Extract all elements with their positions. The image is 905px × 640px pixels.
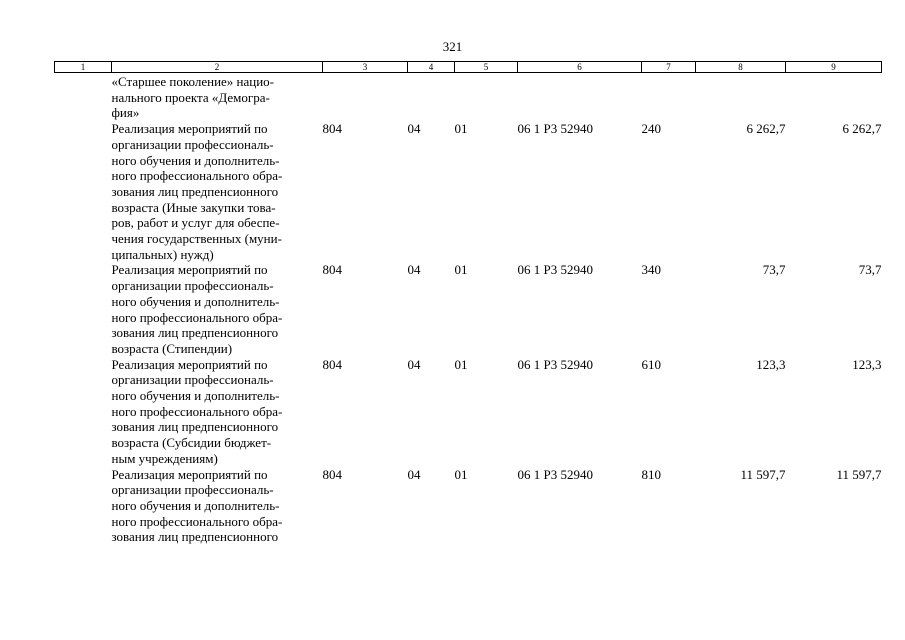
column-number-row [55, 62, 882, 73]
description-line: Реализация мероприятий по [111, 262, 268, 278]
cell-amount-col8: 11 597,7 [740, 466, 786, 482]
cell-expense-type: 340 [641, 262, 661, 278]
cell-expense-type [642, 73, 696, 122]
cell-description [112, 262, 323, 356]
cell-amount-col8 [696, 73, 786, 122]
description-line: ров, работ и услуг для обеспе- [111, 215, 280, 231]
column-header-3: 3 [323, 62, 408, 73]
cell-ministry-code: 804 [322, 466, 342, 482]
cell-target-article: 06 1 P3 52940 [517, 262, 593, 278]
cell-section: 04 [407, 356, 421, 372]
cell-column-1 [55, 121, 112, 262]
description-line: ципальных) нужд) [111, 246, 214, 262]
table-row [55, 262, 882, 356]
description-line: возраста (Иные закупки това- [111, 199, 276, 215]
cell-subsection [455, 73, 518, 122]
cell-section: 04 [407, 262, 421, 278]
cell-expense-type: 810 [641, 466, 661, 482]
cell-description [112, 73, 323, 122]
cell-amount-col9: 11 597,7 [836, 466, 882, 482]
description-line: организации профессиональ- [111, 482, 274, 498]
column-header-8: 8 [696, 62, 786, 73]
cell-amount-col8: 73,7 [762, 262, 786, 278]
cell-target-article: 06 1 P3 52940 [517, 466, 593, 482]
column-header-1: 1 [55, 62, 112, 73]
table-row [55, 121, 882, 262]
description-line: возраста (Субсидии бюджет- [111, 435, 272, 451]
description-line: ного обучения и дополнитель- [111, 152, 280, 168]
cell-column-1 [55, 467, 112, 546]
cell-target-article [518, 73, 642, 122]
description-line: ным учреждениям) [111, 450, 218, 466]
description-line: зования лиц предпенсионного [111, 419, 279, 435]
cell-description [112, 121, 323, 262]
description-line: зования лиц предпенсионного [111, 183, 279, 199]
column-header-5: 5 [455, 62, 518, 73]
column-header-6: 6 [518, 62, 642, 73]
cell-subsection: 01 [454, 121, 468, 137]
cell-amount-col9: 73,7 [858, 262, 882, 278]
cell-ministry-code: 804 [322, 356, 342, 372]
description-line: зования лиц предпенсионного [111, 325, 279, 341]
cell-ministry-code: 804 [322, 262, 342, 278]
description-line: Реализация мероприятий по [111, 121, 268, 137]
description-line: зования лиц предпенсионного [111, 529, 279, 545]
cell-target-article: 06 1 P3 52940 [517, 356, 593, 372]
description-line: организации профессиональ- [111, 278, 274, 294]
cell-ministry-code: 804 [322, 121, 342, 137]
description-line: ного профессионального обра- [111, 513, 283, 529]
description-line: ного профессионального обра- [111, 403, 283, 419]
description-line: ного профессионального обра- [111, 168, 283, 184]
cell-section: 04 [407, 466, 421, 482]
column-header-4: 4 [408, 62, 455, 73]
cell-column-1 [55, 73, 112, 122]
table-body [55, 73, 882, 546]
cell-amount-col9: 6 262,7 [842, 121, 882, 137]
column-header-9: 9 [786, 62, 882, 73]
description-line: нального проекта «Демогра- [111, 89, 270, 105]
description-line: организации профессиональ- [111, 136, 274, 152]
cell-section: 04 [407, 121, 421, 137]
cell-target-article: 06 1 P3 52940 [517, 121, 593, 137]
description-line: возраста (Стипендии) [111, 340, 233, 356]
description-line: ного обучения и дополнитель- [111, 388, 280, 404]
cell-amount-col9 [786, 73, 882, 122]
column-header-2: 2 [112, 62, 323, 73]
cell-subsection: 01 [454, 466, 468, 482]
table-row [55, 357, 882, 467]
description-line: фия» [111, 105, 140, 121]
description-line: чения государственных (муни- [111, 231, 282, 247]
budget-table [54, 61, 882, 545]
description-line: ного обучения и дополнитель- [111, 497, 280, 513]
cell-description [112, 357, 323, 467]
cell-expense-type: 240 [641, 121, 661, 137]
cell-subsection: 01 [454, 356, 468, 372]
cell-amount-col8: 6 262,7 [746, 121, 786, 137]
cell-amount-col9: 123,3 [852, 356, 882, 372]
description-line: ного обучения и дополнитель- [111, 293, 280, 309]
table-row [55, 73, 882, 122]
cell-amount-col8: 123,3 [756, 356, 786, 372]
cell-section [408, 73, 455, 122]
cell-description [112, 467, 323, 546]
description-line: ного профессионального обра- [111, 309, 283, 325]
cell-column-1 [55, 357, 112, 467]
cell-expense-type: 610 [641, 356, 661, 372]
column-header-7: 7 [642, 62, 696, 73]
description-line: Реализация мероприятий по [111, 466, 268, 482]
description-line: организации профессиональ- [111, 372, 274, 388]
cell-subsection: 01 [454, 262, 468, 278]
cell-ministry-code [323, 73, 408, 122]
description-line: Реализация мероприятий по [111, 356, 268, 372]
table-row [55, 467, 882, 546]
description-line: «Старшее поколение» нацио- [111, 74, 275, 89]
page-number: 321 [442, 39, 463, 54]
cell-column-1 [55, 262, 112, 356]
